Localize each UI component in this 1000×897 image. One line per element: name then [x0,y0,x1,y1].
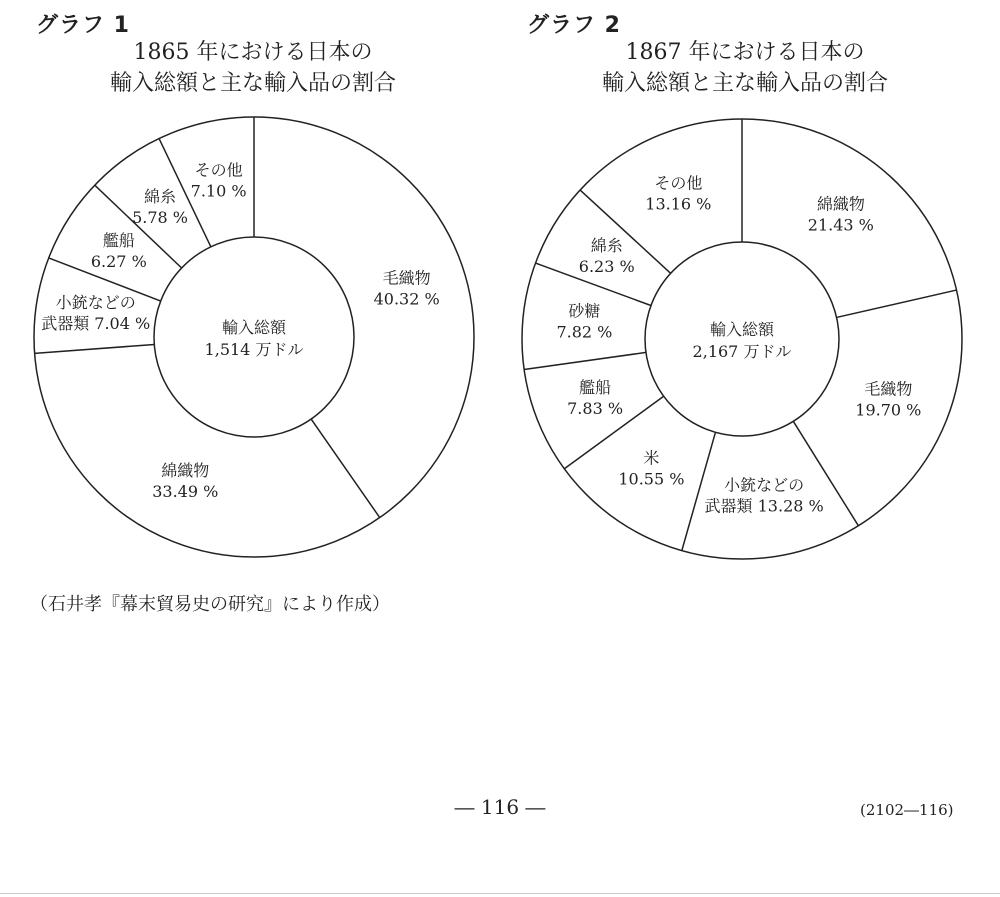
source-note: （石井孝『幕末貿易史の研究』により作成） [30,594,390,615]
pie-2-slice-boundary [524,352,646,369]
pie-2-slice-label [556,302,612,342]
pie-1-slice-label [191,160,247,200]
pie-2-slice-label-line: その他 [654,173,703,193]
pie-2-center-label-line: 輸入総額 [709,320,775,339]
pie-2-slice-label [808,195,874,235]
pie-1-center-label-line: 1,514 万ドル [204,340,304,359]
pie-1-slice-label [91,231,147,271]
page-number: ― 116 ― [454,795,546,819]
pie-1-slice-label-line: 艦船 [102,230,135,250]
pie-1-center-label-line: 輸入総額 [221,318,287,337]
graph-1-title-line-2: 輸入総額と主な輸入品の割合 [109,71,396,96]
graph-2-label: グラフ 2 [527,13,621,38]
pie-2-slice-label-line: 21.43 % [807,215,874,235]
pie-2-slice-boundary [682,432,716,550]
pie-1-slice-label-line: 7.10 % [190,181,247,201]
pie-1-slice-label-line: 毛織物 [382,268,431,288]
pie-2-slice-label-line: 綿織物 [816,194,865,214]
pie-2-slice-label [618,449,684,489]
pie-1-slice-boundary [35,344,155,353]
pie-1-slice-label [41,293,150,333]
pie-2-slice-label [705,475,824,515]
graph-1-label: グラフ 1 [36,13,130,38]
pie-2-slice-label-line: 10.55 % [618,469,685,489]
pie-2-center-label-line: 2,167 万ドル [692,342,792,361]
pie-1-slice-label [374,269,440,309]
pie-1-slice-label-line: 綿織物 [161,460,210,480]
pie-2-slice-label [645,173,711,213]
pie-chart-1 [34,117,474,557]
pie-1-slice-label-line: 33.49 % [152,481,219,501]
pie-2-slice-label-line: 綿糸 [590,235,623,255]
pie-2-inner-ring [645,242,839,436]
pie-1-inner-ring [154,237,354,437]
graph-1-title-line-1: 1865 年における日本の [133,40,373,65]
pie-2-slice-label-line: 艦船 [579,378,612,398]
pie-2-slice-label-line: 米 [643,448,660,468]
pie-1-slice-label [132,187,188,227]
pie-2-slice-label-line: 武器類 13.28 % [704,496,824,516]
pie-1-slice-boundary [311,419,380,517]
document-code: (2102―116) [860,801,954,819]
pie-1-slice-label-line: 40.32 % [373,289,440,309]
pie-1-slice-label-line: その他 [194,160,243,180]
pie-1-slice-label [152,461,218,501]
pie-2-slice-label-line: 7.82 % [556,322,613,342]
pie-2-slice-label-line: 6.23 % [578,256,635,276]
pie-1-slice-label-line: 綿糸 [144,186,177,206]
pie-2-slice-label-line: 7.83 % [567,399,624,419]
graph-2-title-line-2: 輸入総額と主な輸入品の割合 [601,71,888,96]
pie-2-slice-label-line: 小銃などの [724,475,805,495]
pie-1-slice-label-line: 小銃などの [55,293,136,313]
pie-1-slice-label-line: 6.27 % [90,251,147,271]
pie-2-slice-label-line: 毛織物 [864,379,913,399]
pie-chart-2 [522,119,962,559]
pie-2-slice-label-line: 13.16 % [645,194,712,214]
pie-1-slice-label-line: 武器類 7.04 % [41,314,151,334]
pie-2-slice-label [567,378,623,418]
pie-2-slice-label-line: 19.70 % [855,400,922,420]
pie-2-slice-boundary [837,290,957,317]
bottom-divider [0,893,1000,894]
pie-2-slice-label-line: 砂糖 [568,301,601,321]
pie-2-slice-label [855,379,921,419]
pie-1-slice-label-line: 5.78 % [132,207,188,227]
graph-2-title-line-1: 1867 年における日本の [625,40,865,65]
pie-2-slice-label [579,236,635,276]
